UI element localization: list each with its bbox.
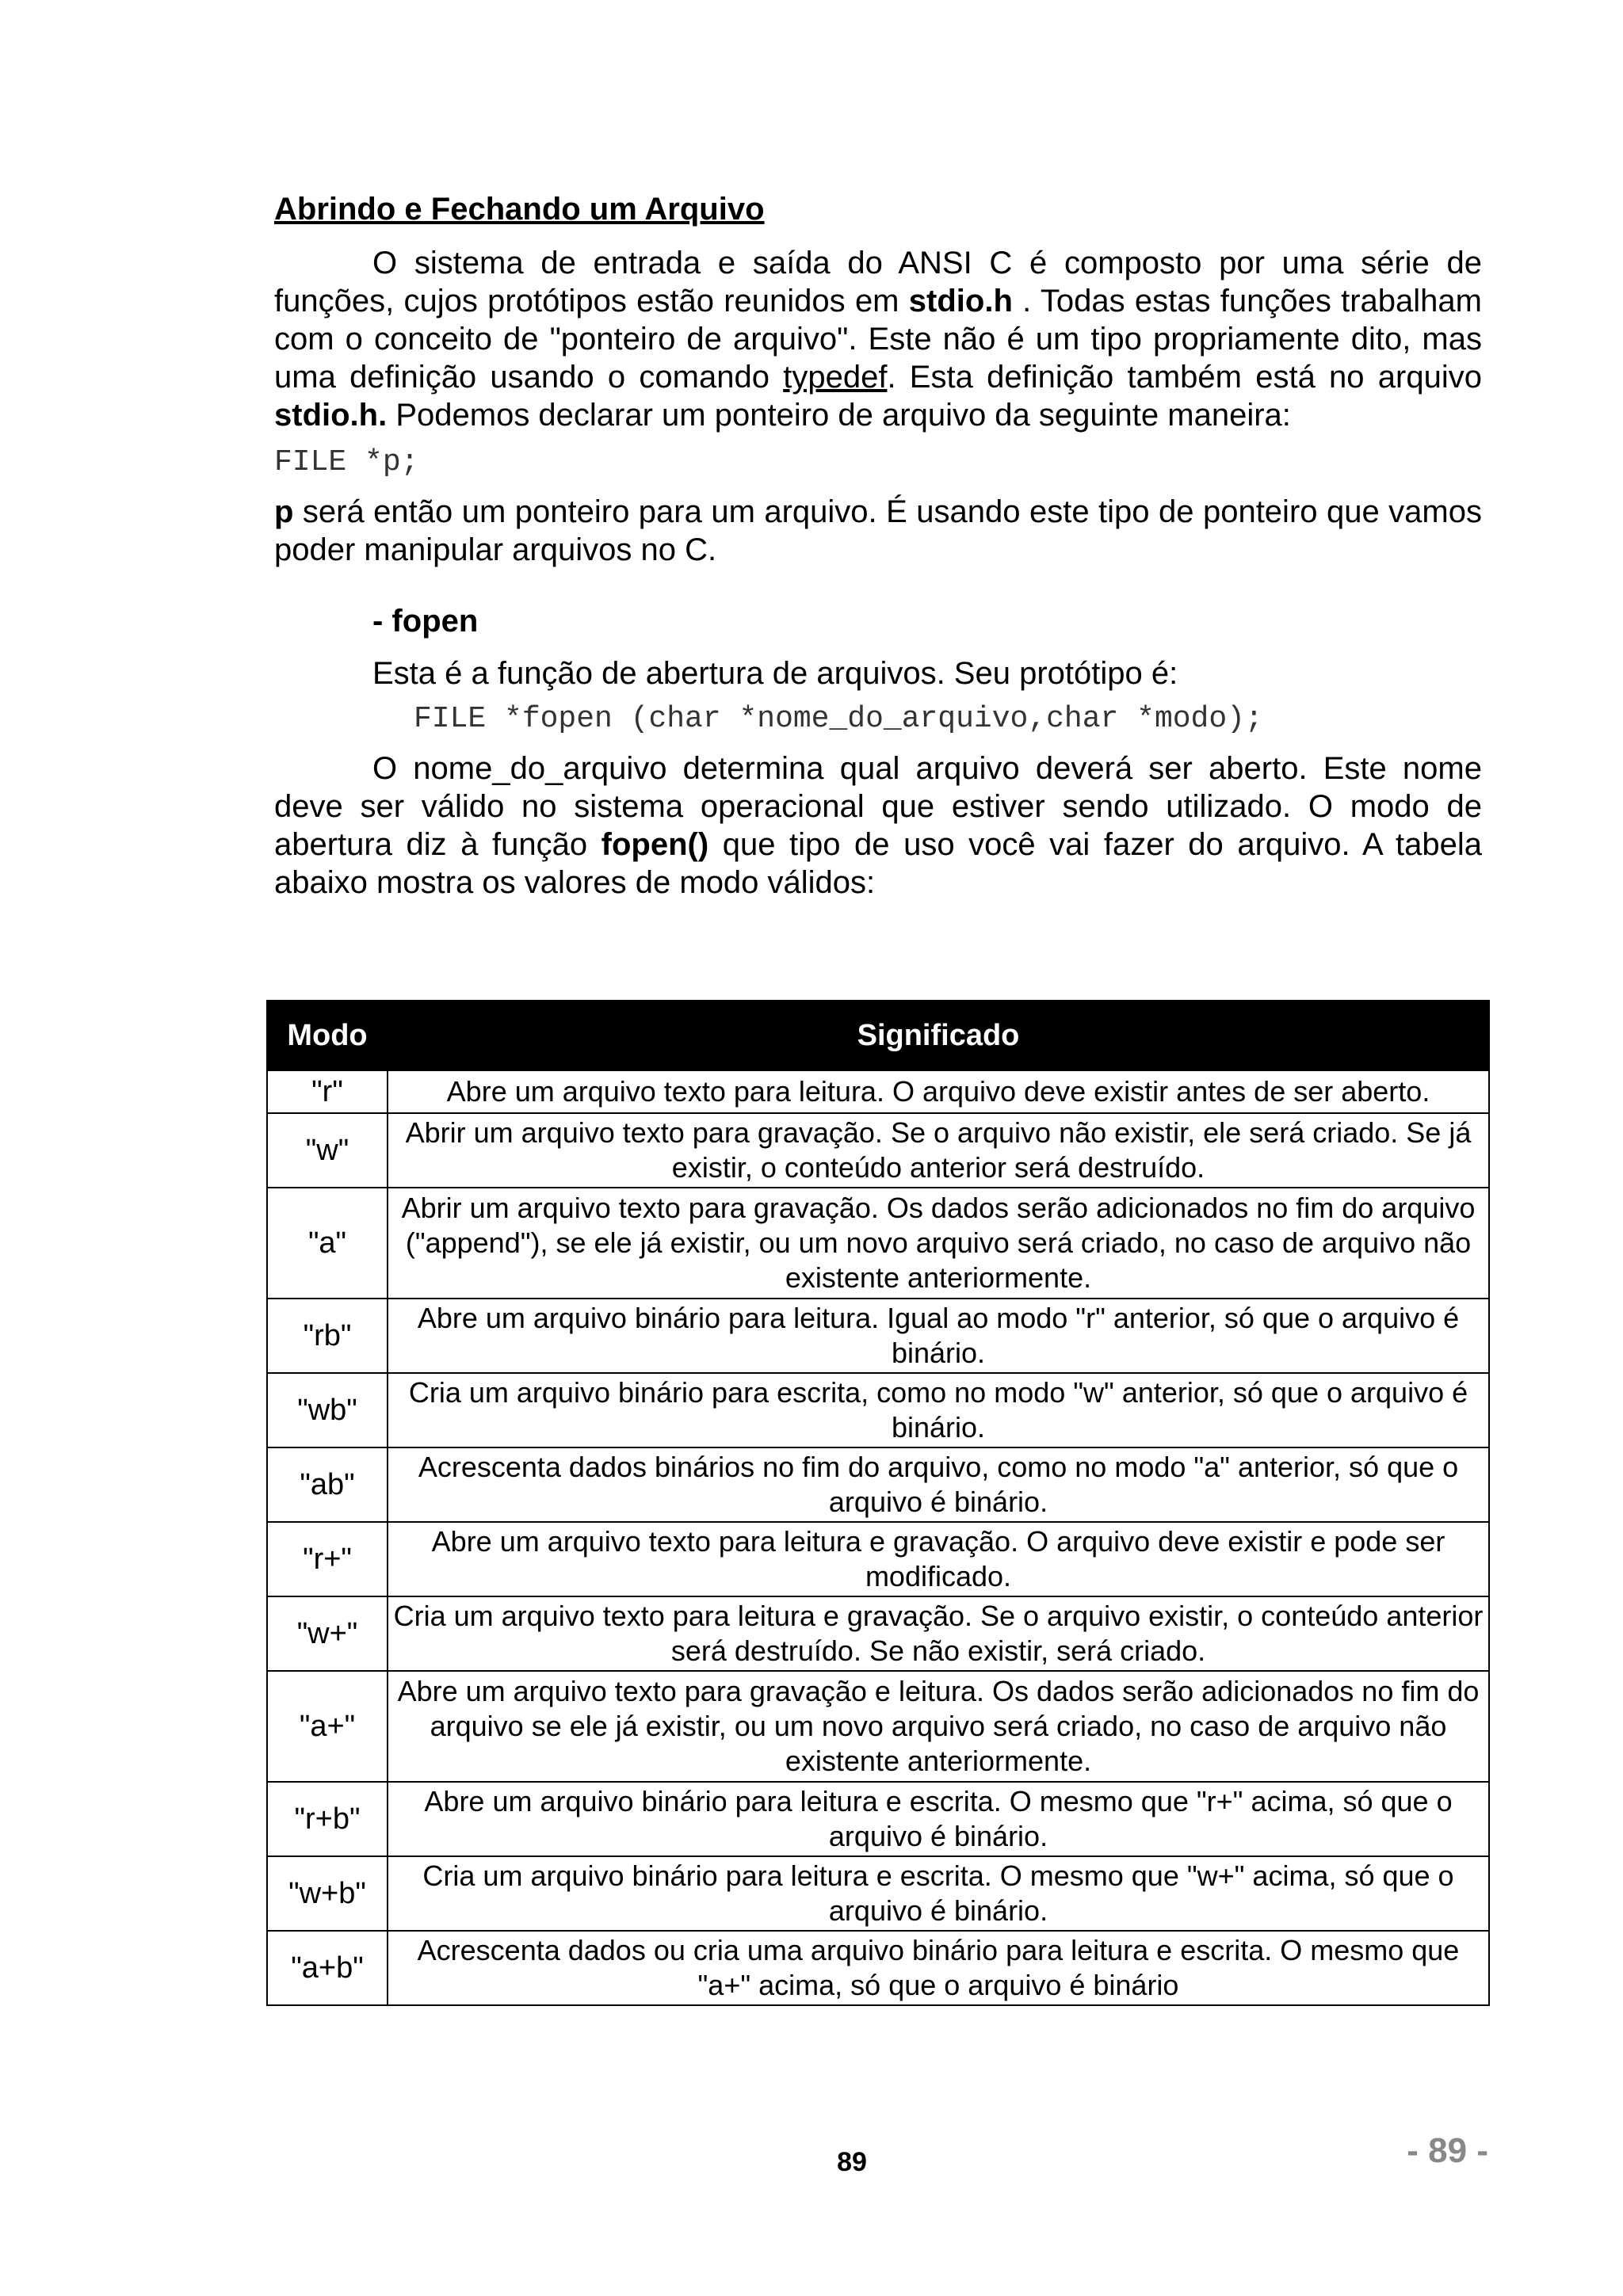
intro-text-1: O sistema de entrada e saída do ANSI C é composto por uma série de funções, cujos protótipos estão reunidos em: [274, 246, 1482, 318]
pointer-text: será então um ponteiro para um arquivo. É usando este tipo de ponteiro que vamos poder manipular arquivos no C.: [274, 494, 1482, 567]
table-row: [267, 1373, 1489, 1447]
meaning-cell: Cria um arquivo binário para escrita, como no modo "w" anterior, só que o arquivo é binário.: [388, 1373, 1489, 1447]
fopen-func-ref: fopen(): [601, 827, 709, 862]
pointer-paragraph: [274, 493, 1482, 569]
meaning-cell: Abre um arquivo binário para leitura e escrita. O mesmo que "r+" acima, só que o arquivo é binário.: [388, 1782, 1489, 1856]
mode-cell: "r+b": [267, 1782, 388, 1856]
mode-cell: "a": [267, 1188, 388, 1299]
fopen-desc-text-1: O nome_do_arquivo determina qual arquivo deverá ser aberto. Este nome deve ser válido no sistema operacional que estiver sendo utilizado. O modo de abertura diz à função: [274, 751, 1482, 862]
meaning-cell: Abre um arquivo texto para gravação e leitura. Os dados serão adicionados no fim do arquivo se ele já existir, ou um novo arquivo será criado, no caso de arquivo não existente anteriormente.: [388, 1671, 1489, 1782]
meaning-cell: Abrir um arquivo texto para gravação. Os dados serão adicionados no fim do arquivo ("append"), se ele já existir, ou um novo arquivo será criado, no caso de arquivo não existente anteriormente.: [388, 1188, 1489, 1299]
code-declaration: FILE *p;: [274, 445, 419, 479]
mode-cell: "w+": [267, 1596, 388, 1671]
typedef-link[interactable]: typedef: [783, 360, 888, 395]
mode-cell: "ab": [267, 1447, 388, 1522]
mode-cell: "rb": [267, 1299, 388, 1373]
stdio-h-ref-2: stdio.h.: [274, 398, 388, 433]
table-row: [267, 1299, 1489, 1373]
header-mode: Modo: [267, 1001, 388, 1070]
table-row: [267, 1596, 1489, 1671]
intro-text-4: Podemos declarar um ponteiro de arquivo da seguinte maneira:: [387, 398, 1291, 433]
fopen-description: [274, 749, 1482, 902]
pointer-var: p: [274, 494, 294, 529]
meaning-cell: Acrescenta dados binários no fim do arquivo, como no modo "a" anterior, só que o arquivo é binário.: [388, 1447, 1489, 1522]
table-row: [267, 1522, 1489, 1596]
table-row: [267, 1188, 1489, 1299]
mode-cell: "a+": [267, 1671, 388, 1782]
header-meaning: Significado: [388, 1001, 1489, 1070]
meaning-cell: Acrescenta dados ou cria uma arquivo binário para leitura e escrita. O mesmo que "a+" acima, só que o arquivo é binário: [388, 1931, 1489, 2005]
table-row: [267, 1671, 1489, 1782]
intro-text-2: . Todas estas funções trabalham com o conceito de "ponteiro de arquivo". Este não é um tipo propriamente dito, mas uma definição usando o comando: [274, 284, 1482, 395]
meaning-cell: Abrir um arquivo texto para gravação. Se o arquivo não existir, ele será criado. Se já existir, o conteúdo anterior será destruído.: [388, 1113, 1489, 1188]
mode-cell: "wb": [267, 1373, 388, 1447]
stdio-h-ref-1: stdio.h: [908, 284, 1013, 318]
table-header-row: [267, 1001, 1489, 1070]
footer-page-label: - 89 -: [1407, 2131, 1488, 2170]
section-title: Abrindo e Fechando um Arquivo: [274, 192, 765, 227]
meaning-cell: Abre um arquivo texto para leitura. O arquivo deve existir antes de ser aberto.: [388, 1070, 1489, 1113]
fopen-prototype: FILE *fopen (char *nome_do_arquivo,char *modo);: [414, 702, 1263, 736]
table-row: [267, 1070, 1489, 1113]
fopen-desc-text-2: que tipo de uso você vai fazer do arquivo. A tabela abaixo mostra os valores de modo válidos:: [274, 827, 1482, 900]
intro-text-3: . Esta definição também está no arquivo: [887, 360, 1482, 395]
meaning-cell: Abre um arquivo texto para leitura e gravação. O arquivo deve existir e pode ser modificado.: [388, 1522, 1489, 1596]
footer-page-number: 89: [837, 2147, 867, 2177]
fopen-heading: - fopen: [372, 604, 479, 639]
meaning-cell: Cria um arquivo binário para leitura e escrita. O mesmo que "w+" acima, só que o arquivo é binário.: [388, 1856, 1489, 1931]
mode-cell: "w": [267, 1113, 388, 1188]
mode-cell: "a+b": [267, 1931, 388, 2005]
document-body: [274, 187, 1482, 910]
table-row: [267, 1113, 1489, 1188]
mode-cell: "r+": [267, 1522, 388, 1596]
table-row: [267, 1931, 1489, 2005]
table-row: [267, 1856, 1489, 1931]
modes-table: [266, 1000, 1490, 2006]
meaning-cell: Abre um arquivo binário para leitura. Igual ao modo "r" anterior, só que o arquivo é binário.: [388, 1299, 1489, 1373]
table-row: [267, 1447, 1489, 1522]
intro-paragraph: [274, 244, 1482, 434]
table-row: [267, 1782, 1489, 1856]
mode-cell: "r": [267, 1070, 388, 1113]
meaning-cell: Cria um arquivo texto para leitura e gravação. Se o arquivo existir, o conteúdo anterior será destruído. Se não existir, será criado.: [388, 1596, 1489, 1671]
mode-cell: "w+b": [267, 1856, 388, 1931]
fopen-intro: Esta é a função de abertura de arquivos. Seu protótipo é:: [372, 656, 1178, 691]
